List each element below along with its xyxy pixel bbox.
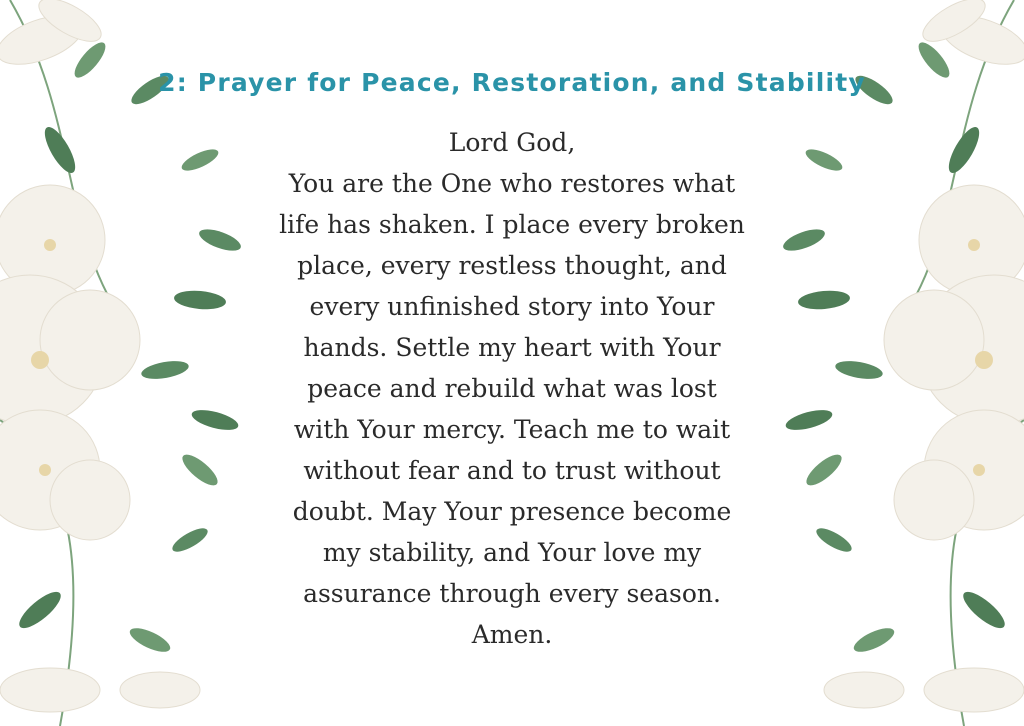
prayer-line: place, every restless thought, and [297,251,727,280]
prayer-line: peace and rebuild what was lost [307,374,717,403]
prayer-line: Lord God, [448,128,576,157]
left-floral-border [0,0,250,726]
prayer-line: with Your mercy. Teach me to wait [293,415,731,444]
prayer-text [230,122,794,655]
prayer-line: life has shaken. I place every broken [279,210,745,239]
prayer-line: hands. Settle my heart with Your [303,333,721,362]
prayer-line: assurance through every season. [303,579,721,608]
prayer-title: 2: Prayer for Peace, Restoration, and Stability [158,68,866,97]
prayer-line: my stability, and Your love my [322,538,702,567]
right-floral-border [774,0,1024,726]
prayer-line: You are the One who restores what [288,169,736,198]
prayer-line: doubt. May Your presence become [292,497,732,526]
prayer-line: without fear and to trust without [303,456,721,485]
prayer-line: Amen. [471,620,553,649]
prayer-line: every unfinished story into Your [309,292,715,321]
